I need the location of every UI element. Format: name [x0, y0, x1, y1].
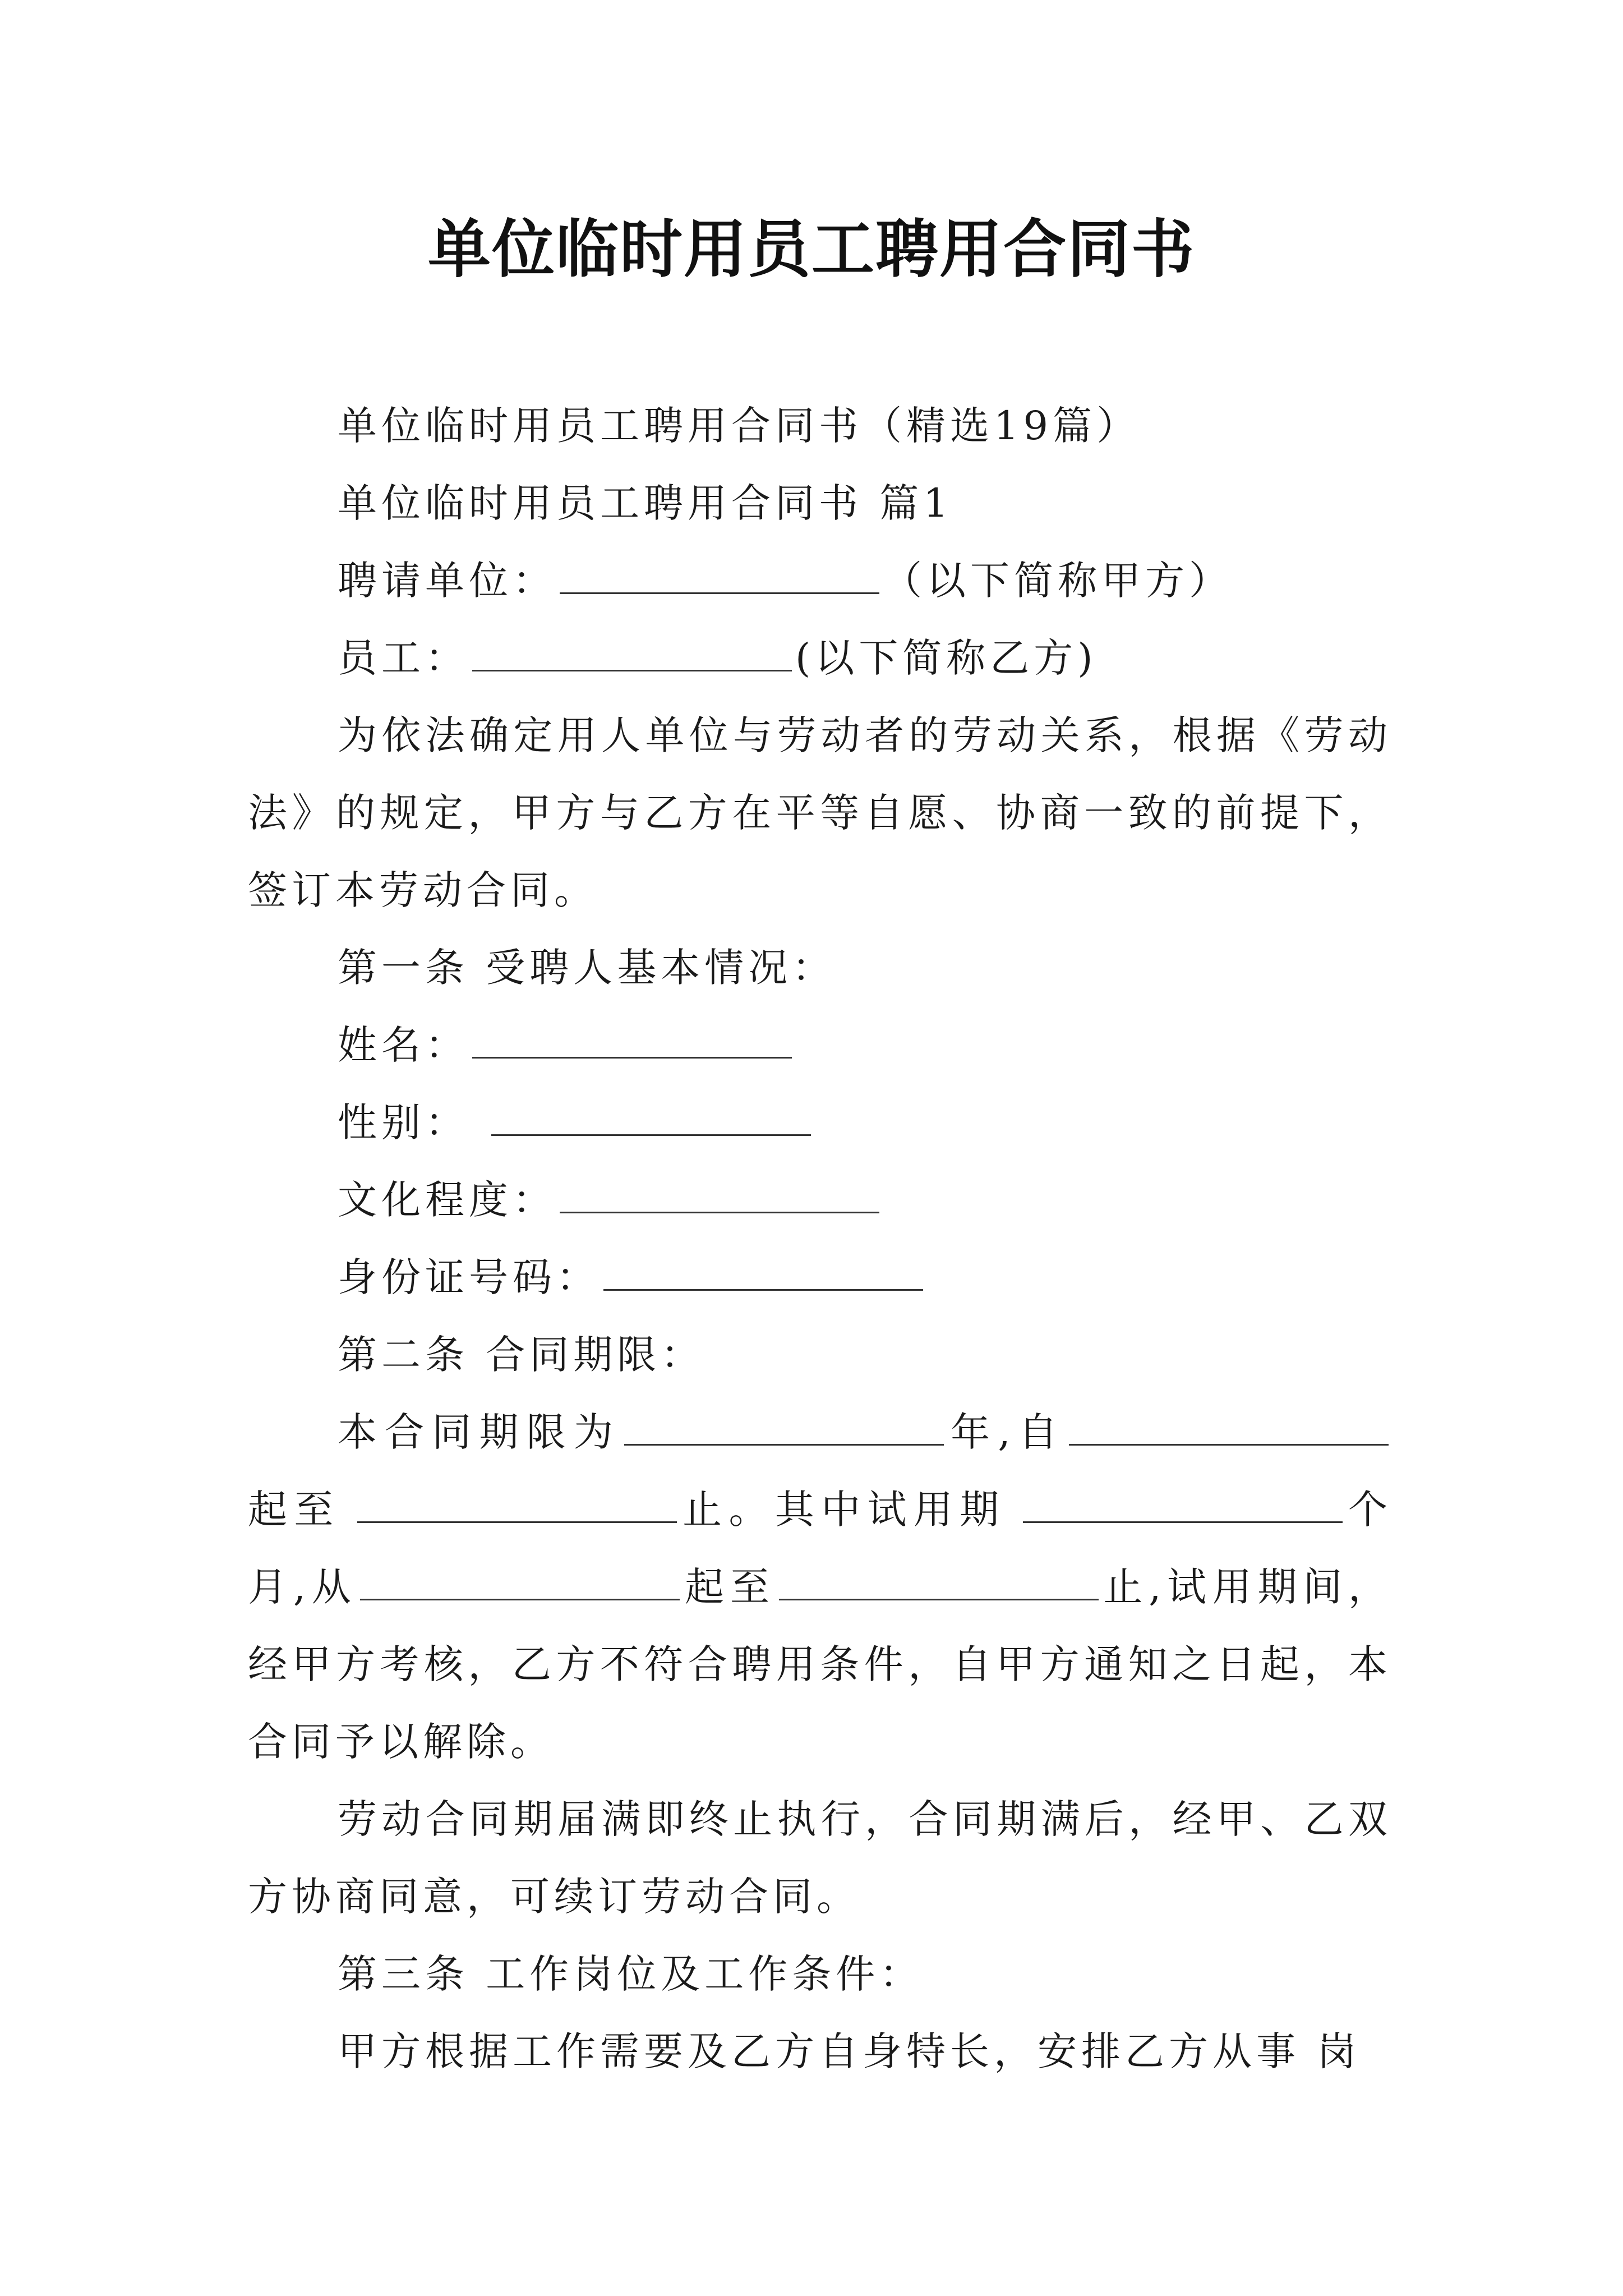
gender-blank [491, 1101, 811, 1136]
education-blank [560, 1178, 879, 1213]
employee-label: 员工： [338, 635, 469, 681]
education-label: 文化程度： [338, 1177, 556, 1223]
subtitle: 单位临时用员工聘用合同书（精选19篇） [338, 403, 1141, 449]
article-3-heading: 第三条 工作岗位及工作条件： [338, 1951, 924, 1997]
gender-line [248, 1084, 1392, 1161]
intro-paragraph: 为依法确定用人单位与劳动者的劳动关系，根据《劳动法》的规定，甲方与乙方在平等自愿、协商一致的前提下，签订本劳动合同。 [248, 712, 1392, 913]
id-number-line [248, 1239, 1392, 1316]
employer-suffix: （以下简称甲方） [883, 558, 1233, 604]
term-start-blank [1069, 1410, 1389, 1446]
term-text-e: 个月,从 [248, 1487, 1393, 1610]
term-years-blank [624, 1410, 944, 1446]
term-text-b: 年,自 [947, 1409, 1066, 1455]
part-heading: 单位临时用员工聘用合同书 篇1 [338, 480, 953, 526]
article-1-heading: 第一条 受聘人基本情况： [338, 945, 836, 991]
employee-blank [472, 636, 792, 671]
document-title: 单位临时用员工聘用合同书 [428, 213, 1195, 286]
probation-start-blank [360, 1565, 680, 1600]
id-number-label: 身份证号码： [338, 1254, 600, 1300]
position-paragraph: 甲方根据工作需要及乙方自身特长，安排乙方从事 岗 [338, 2028, 1361, 2074]
article-2-heading: 第二条 合同期限： [338, 1332, 705, 1378]
term-text-g: 止,试用期间，经甲方考核，乙方不符合聘用条件，自甲方通知之日起，本合同予以解除。 [248, 1564, 1392, 1765]
probation-end-blank [779, 1565, 1099, 1600]
document-body [248, 387, 1392, 2090]
term-end-blank [357, 1488, 677, 1523]
employer-line [248, 542, 1392, 619]
employee-line [248, 619, 1392, 697]
name-blank [472, 1023, 792, 1059]
term-text-f: 起至 [683, 1564, 776, 1610]
employer-blank [560, 559, 879, 594]
education-line [248, 1161, 1392, 1239]
probation-months-blank [1023, 1488, 1343, 1523]
term-text-c: 起至 [248, 1487, 340, 1533]
term-paragraph [248, 1393, 1392, 1780]
name-label: 姓名： [338, 1022, 469, 1068]
id-number-blank [603, 1255, 923, 1291]
employee-suffix: (以下简称乙方) [795, 635, 1098, 681]
term-text-d: 止。其中试用期 [680, 1487, 1006, 1533]
term-text-a: 本合同期限为 [338, 1409, 621, 1455]
renewal-paragraph: 劳动合同期届满即终止执行，合同期满后，经甲、乙双方协商同意，可续订劳动合同。 [248, 1796, 1392, 1920]
gender-label: 性别： [338, 1099, 469, 1145]
name-line [248, 1006, 1392, 1084]
employer-label: 聘请单位： [338, 558, 556, 604]
